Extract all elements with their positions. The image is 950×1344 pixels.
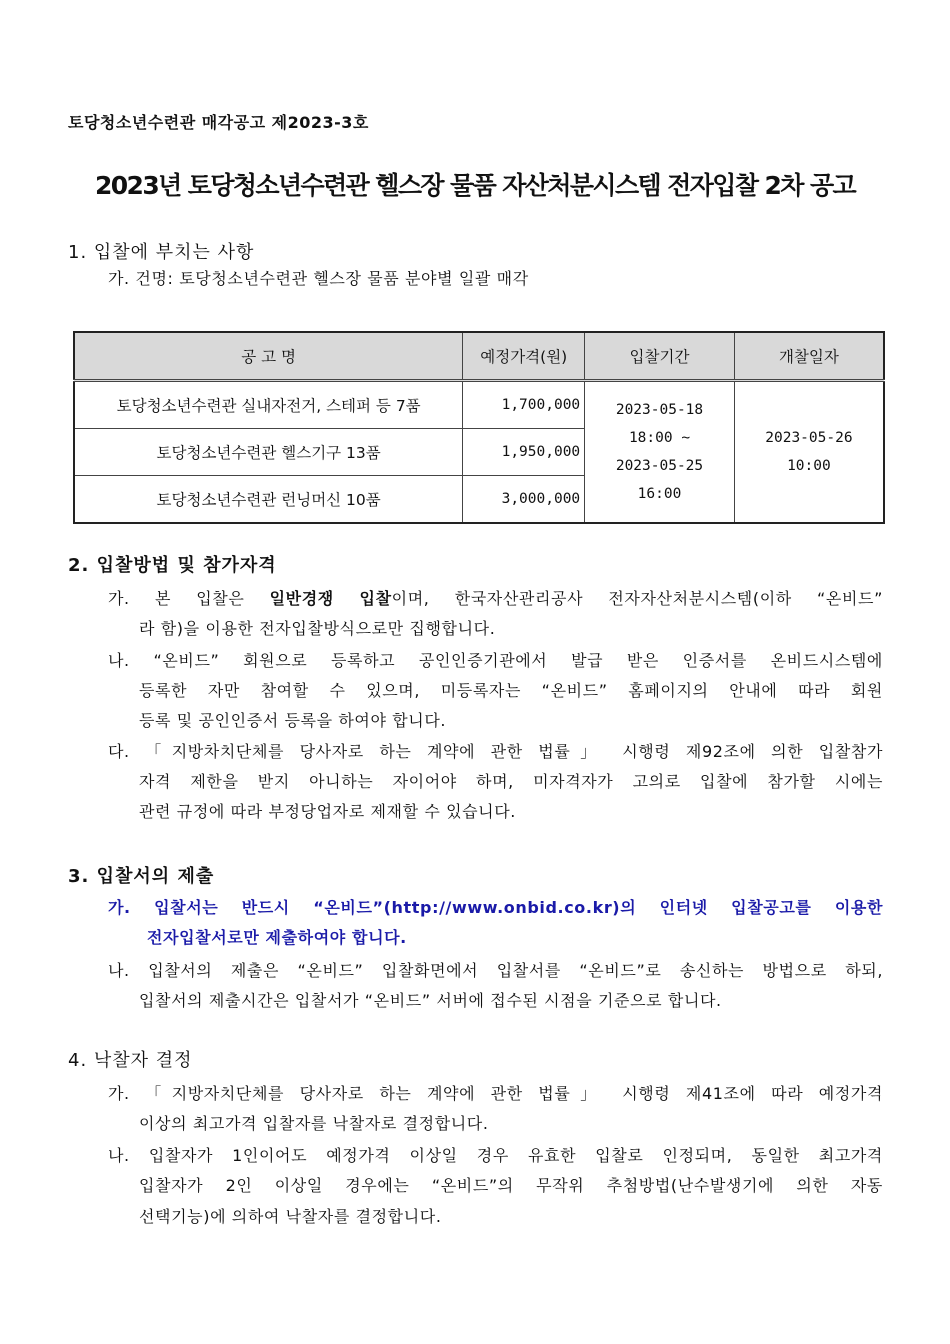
- notice-number: 토당청소년수련관 매각공고 제2023-3호: [68, 113, 369, 132]
- section4-ga-line2: 이상의 최고가격 입찰자를 낙찰자로 결정합니다.: [139, 1114, 489, 1133]
- ga-prefix: 가. 본 입찰은: [108, 589, 270, 608]
- section2-da-line2: 자격 제한을 받지 아니하는 자이어야 하며, 미자격자가 고의로 입찰에 참가할 시에는: [139, 772, 883, 791]
- section4-na-line3: 선택기능)에 의하여 낙찰자를 결정합니다.: [139, 1207, 442, 1226]
- section4-na-line1: 나. 입찰자가 1인이어도 예정가격 이상일 경우 유효한 입찰로 인정되며, 동일한 최고가격: [108, 1146, 883, 1165]
- header-opening-date: 개찰일자: [734, 332, 884, 381]
- opening-date-cell: [734, 381, 884, 524]
- section3-na-line2: 입찰서의 제출시간은 입찰서가 “온비드” 서버에 접수된 시점을 기준으로 합니다.: [139, 991, 722, 1010]
- row-price: 3,000,000: [463, 476, 585, 524]
- document-title: 2023년 토당청소년수련관 헬스장 물품 자산처분시스템 전자입찰 2차 공고: [94, 171, 856, 200]
- section2-na-line1: 나. “온비드” 회원으로 등록하고 공인인증기관에서 발급 받은 인증서를 온비드시스템에: [108, 651, 883, 670]
- ga-suffix: 이며, 한국자산관리공사 전자자산처분시스템(이하 “온비드”: [391, 589, 883, 608]
- section2-heading: 2. 입찰방법 및 참가자격: [68, 555, 277, 576]
- header-notice-name: 공 고 명: [74, 332, 463, 381]
- section4-na-line2: 입찰자가 2인 이상일 경우에는 “온비드”의 무작위 추첨방법(난수발생기에 의한 자동: [139, 1176, 883, 1195]
- section2-ga-line2: 라 함)을 이용한 전자입찰방식으로만 집행합니다.: [139, 619, 496, 638]
- row-name: 토당청소년수련관 실내자전거, 스테퍼 등 7품: [74, 381, 463, 429]
- section3-ga-line2: 전자입찰서로만 제출하여야 합니다.: [147, 928, 407, 947]
- table-row: [74, 381, 884, 429]
- row-name: 토당청소년수련관 헬스기구 13품: [74, 429, 463, 476]
- opening-time: 10:00: [787, 458, 831, 474]
- header-bid-period: 입찰기간: [585, 332, 735, 381]
- section3-na-line1: 나. 입찰서의 제출은 “온비드” 입찰화면에서 입찰서를 “온비드”로 송신하는 방법으로 하되,: [108, 961, 883, 980]
- ga-bold-text: 일반경쟁 입찰: [269, 589, 392, 608]
- table-header-row: [74, 332, 884, 381]
- section2-da-line3: 관련 규정에 따라 부정당업자로 제재할 수 있습니다.: [139, 802, 516, 821]
- section2-da-line1: 다. 「지방차치단체를 당사자로 하는 계약에 관한 법률」 시행령 제92조에 의한 입찰참가: [108, 742, 883, 761]
- bid-period-cell: [585, 381, 735, 524]
- section1-heading: 1. 입찰에 부치는 사항: [68, 242, 255, 263]
- header-estimated-price: 예정가격(원): [463, 332, 585, 381]
- opening-date: 2023-05-26: [765, 430, 853, 446]
- section2-na-line3: 등록 및 공인인증서 등록을 하여야 합니다.: [139, 711, 447, 730]
- section3-ga-line1: 가. 입찰서는 반드시 “온비드”(http://www.onbid.co.kr)의 인터넷 입찰공고를 이용한: [108, 898, 883, 917]
- bid-table: [73, 331, 885, 524]
- period-end-date: 2023-05-25: [615, 458, 704, 474]
- section4-heading: 4. 낙찰자 결정: [68, 1050, 193, 1071]
- section1-item-ga: 가. 건명: 토당청소년수련관 헬스장 물품 분야별 일괄 매각: [108, 269, 529, 288]
- section2-na-line2: 등록한 자만 참여할 수 있으며, 미등록자는 “온비드” 홈페이지의 안내에 따라 회원: [139, 681, 883, 700]
- section4-ga-line1: 가. 「지방자치단체를 당사자로 하는 계약에 관한 법률」 시행령 제41조에 따라 예정가격: [108, 1084, 883, 1103]
- period-end-time: 16:00: [637, 486, 682, 502]
- section2-ga-line1: [108, 586, 883, 609]
- section3-heading: 3. 입찰서의 제출: [68, 866, 215, 887]
- period-start-time: 18:00 ~: [628, 430, 691, 446]
- row-price: 1,700,000: [463, 381, 585, 429]
- period-start-date: 2023-05-18: [615, 402, 704, 418]
- row-price: 1,950,000: [463, 429, 585, 476]
- row-name: 토당청소년수련관 런닝머신 10품: [74, 476, 463, 524]
